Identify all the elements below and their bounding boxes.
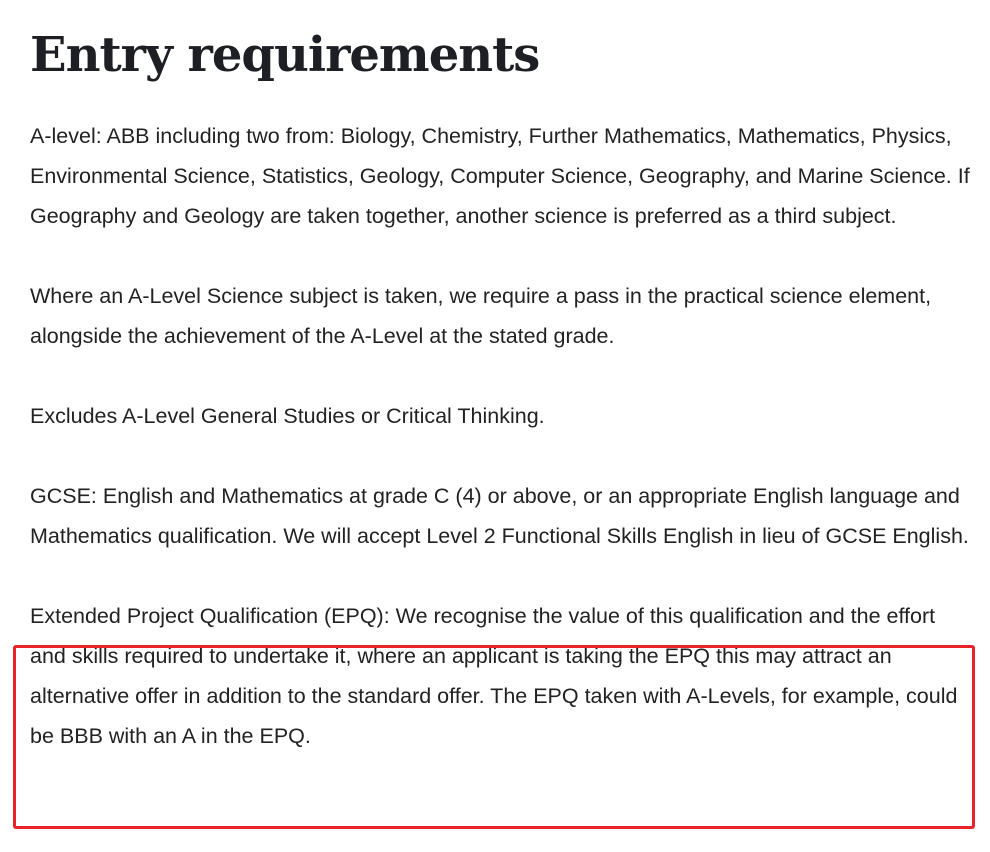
science-practical-requirement: Where an A-Level Science subject is taken, we require a pass in the practical science element, alongside the achievement of the A-Level at the stated grade. bbox=[30, 284, 932, 348]
epq-requirements: Extended Project Qualification (EPQ): We recognise the value of this qualification and the effort and skills required to undertake it, where an applicant is taking the EPQ this may attract an alternative offer in addition to the standard offer. The EPQ taken with A-Levels, for example, could be BBB with an A in the EPQ. bbox=[30, 604, 958, 748]
excluded-subjects: Excludes A-Level General Studies or Critical Thinking. bbox=[30, 404, 545, 428]
a-level-requirements: A-level: ABB including two from: Biology, Chemistry, Further Mathematics, Mathematics, Physics, Environmental Science, Statistics, Geology, Computer Science, Geography, and Marine Science. If Geography and Geology are taken together, another science is preferred as a third subject. bbox=[30, 124, 970, 228]
entry-requirements-section bbox=[30, 0, 975, 756]
gcse-requirements: GCSE: English and Mathematics at grade C (4) or above, or an appropriate English language and Mathematics qualification. We will accept Level 2 Functional Skills English in lieu of GCSE English. bbox=[30, 484, 969, 548]
page-title: Entry requirements bbox=[30, 27, 540, 83]
